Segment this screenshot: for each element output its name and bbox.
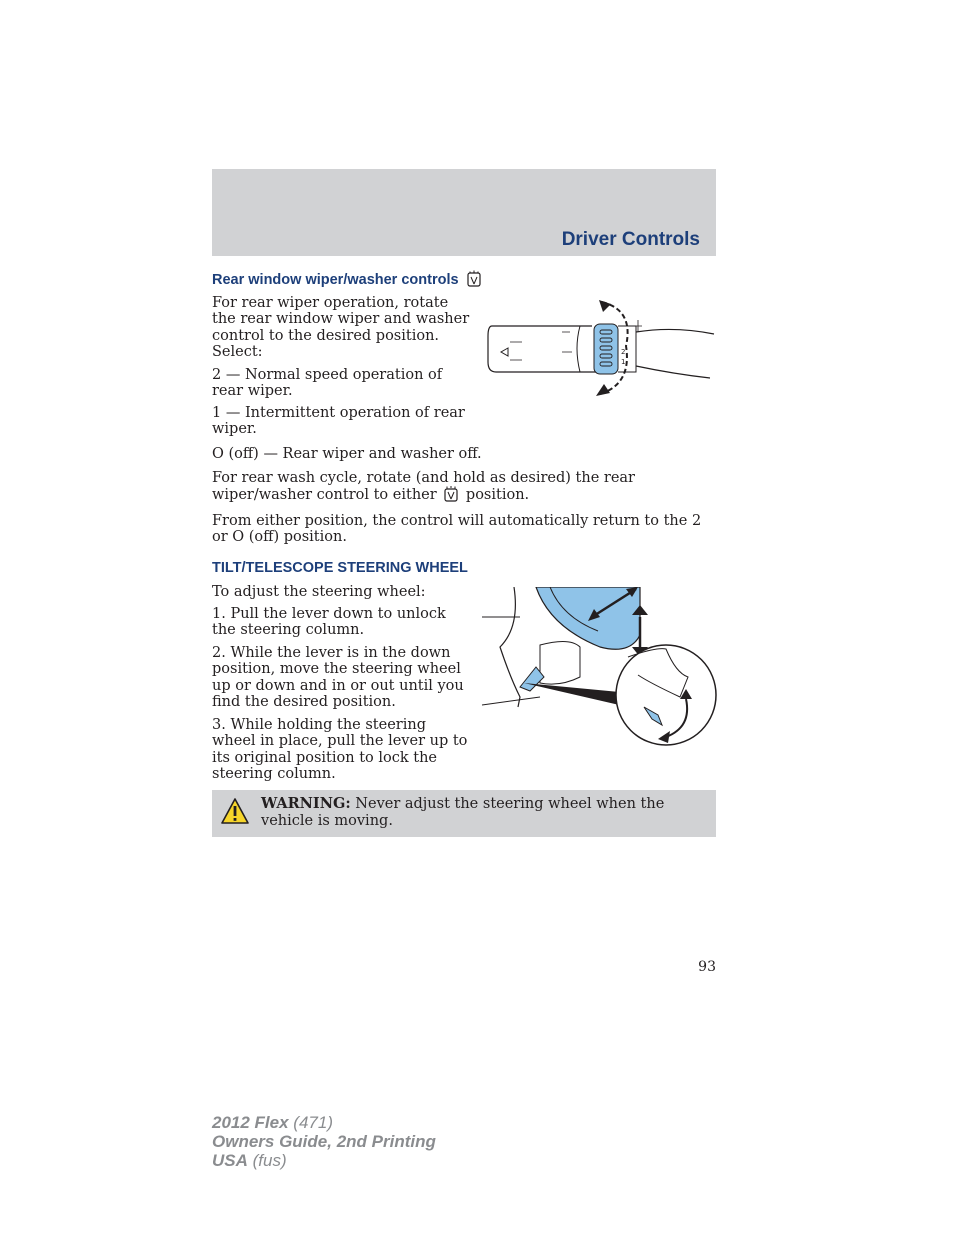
rear-wash-text: For rear wash cycle, rotate (and hold as desired) the rear wiper/washer control to either — [212, 470, 635, 504]
wiper-setting-1: 1 — Intermittent operation of rear wiper. — [212, 405, 465, 438]
warning-box — [212, 790, 716, 837]
warning-triangle-icon — [220, 797, 250, 825]
warning-message: Never adjust the steering wheel when the vehicle is moving. — [261, 796, 665, 829]
rear-wash-text-end: position. — [465, 487, 530, 504]
svg-text:1: 1 — [621, 358, 626, 366]
tilt-telescope-heading: TILT/TELESCOPE STEERING WHEEL — [212, 560, 468, 576]
steering-column-illustration — [480, 587, 718, 747]
return-position-paragraph: From either position, the control will automatically return to the 2 or O (off) position. — [212, 513, 702, 546]
steering-step-3: 3. While holding the steering wheel in place, pull the lever up to its original position to lock the steering column. — [212, 717, 468, 783]
svg-text:2: 2 — [621, 348, 626, 356]
steering-step-2: 2. While the lever is in the down position, move the steering wheel up or down and in or out until you find the desired position. — [212, 645, 464, 711]
rear-wash-paragraph — [212, 470, 710, 504]
rear-wiper-heading — [212, 270, 483, 288]
footer-model-code: (471) — [293, 1113, 333, 1132]
rear-wiper-intro: For rear wiper operation, rotate the rear window wiper and washer control to the desired position. Select: — [212, 295, 470, 361]
footer — [212, 1113, 436, 1170]
steering-step-1: 1. Pull the lever down to unlock the steering column. — [212, 606, 446, 639]
wiper-setting-off: O (off) — Rear wiper and washer off. — [212, 446, 482, 462]
footer-market-code: (fus) — [252, 1151, 287, 1170]
rear-washer-icon — [441, 486, 461, 502]
section-title: Driver Controls — [561, 229, 700, 250]
warning-text — [261, 795, 707, 830]
footer-market: USA — [212, 1151, 248, 1170]
rear-wiper-washer-icon — [465, 270, 483, 288]
header-band — [212, 169, 716, 256]
page-number: 93 — [698, 959, 716, 975]
footer-guide: Owners Guide, 2nd Printing — [212, 1132, 436, 1151]
wiper-setting-2: 2 — Normal speed operation of rear wiper. — [212, 367, 443, 400]
wiper-stalk-illustration — [484, 296, 716, 404]
steering-intro: To adjust the steering wheel: — [212, 584, 426, 600]
rear-wiper-heading-text: Rear window wiper/washer controls — [212, 272, 459, 288]
footer-model: 2012 Flex — [212, 1113, 289, 1132]
warning-label: WARNING: — [261, 795, 351, 812]
